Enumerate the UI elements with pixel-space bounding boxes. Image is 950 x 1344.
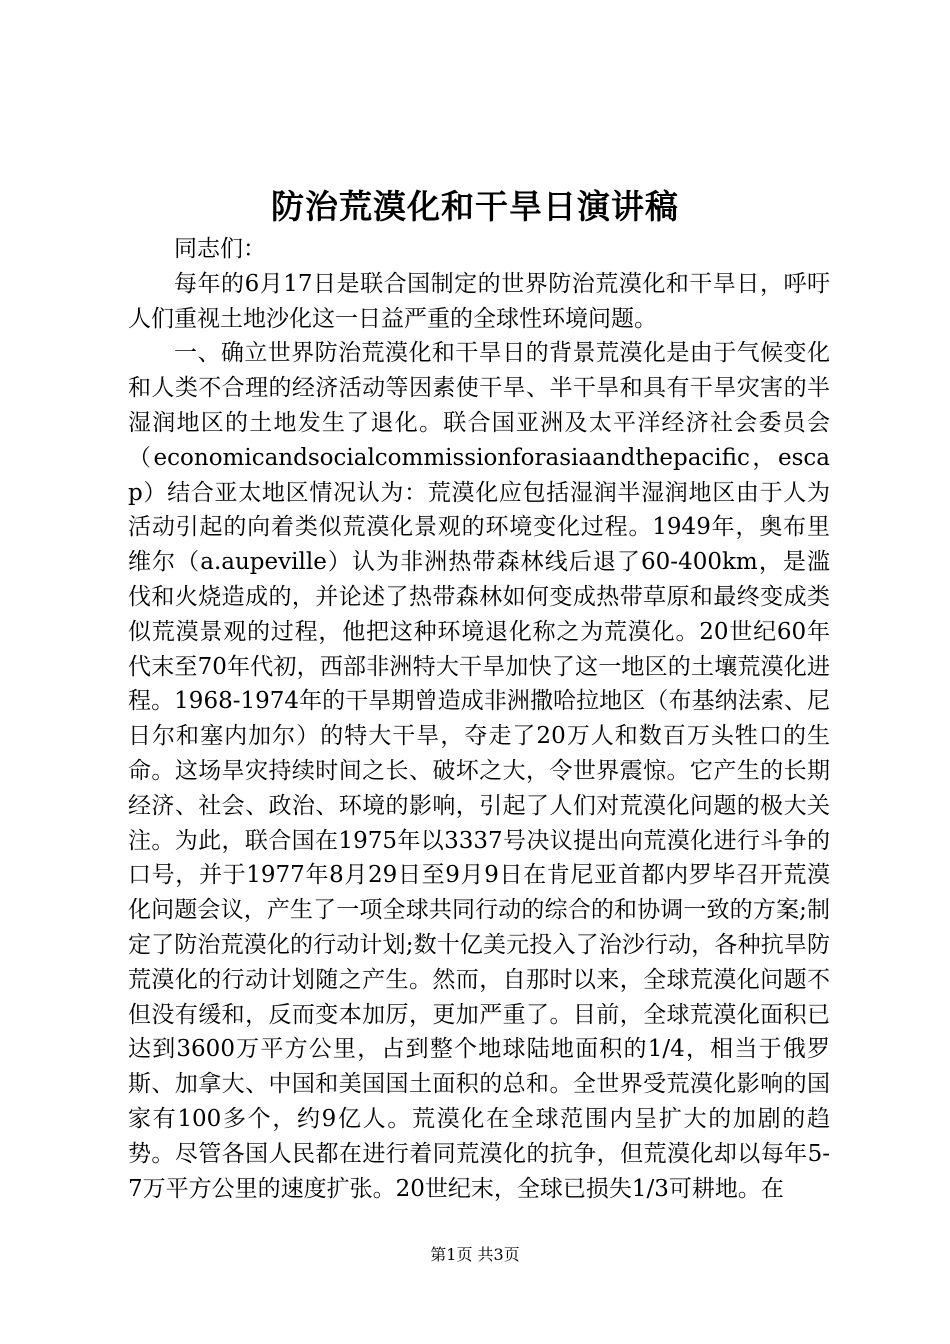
document-body (128, 232, 830, 1206)
intro-paragraph: 每年的6月17日是联合国制定的世界防治荒漠化和干旱日，呼吁人们重视土地沙化这一日益严重的全球性环境问题。 (128, 270, 830, 332)
page-footer: 第1页 共3页 (430, 1245, 520, 1264)
salutation-paragraph: 同志们： (174, 236, 266, 262)
background-paragraph: 一、确立世界防治荒漠化和干旱日的背景荒漠化是由于气候变化和人类不合理的经济活动等因素使干旱、半干旱和具有干旱灾害的半湿润地区的土地发生了退化。联合国亚洲及太平洋经济社会委员会（economicandsocialcommissionforasiaandthepacific，escap）结合亚太地区情况认为：荒漠化应包括湿润半湿润地区由于人为活动引起的向着类似荒漠化景观的环境变化过程。1949年，奥布里维尔（a.aupeville）认为非洲热带森林线后退了60-400km，是滥伐和火烧造成的，并论述了热带森林如何变成热带草原和最终变成类似荒漠景观的过程，他把这种环境退化称之为荒漠化。20世纪60年代末至70年代初，西部非洲特大干旱加快了这一地区的土壤荒漠化进程。1968-1974年的干旱期曾造成非洲撒哈拉地区（布基纳法索、尼日尔和塞内加尔）的特大干旱，夺走了20万人和数百万头牲口的生命。这场旱灾持续时间之长、破坏之大，令世界震惊。它产生的长期经济、社会、政治、环境的影响，引起了人们对荒漠化问题的极大关注。为此，联合国在1975年以3337号决议提出向荒漠化进行斗争的口号，并于1977年8月29日至9月9日在肯尼亚首都内罗毕召开荒漠化问题会议，产生了一项全球共同行动的综合的和协调一致的方案;制定了防治荒漠化的行动计划;数十亿美元投入了治沙行动，各种抗旱防荒漠化的行动计划随之产生。然而，自那时以来，全球荒漠化问题不但没有缓和，反而变本加厉，更加严重了。目前，全球荒漠化面积已达到3600万平方公里，占到整个地球陆地面积的1/4，相当于俄罗斯、加拿大、中国和美国国土面积的总和。全世界受荒漠化影响的国家有100多个，约9亿人。荒漠化在全球范围内呈扩大的加剧的趋势。尽管各国人民都在进行着同荒漠化的抗争，但荒漠化却以每年5-7万平方公里的速度扩张。20世纪末，全球已损失1/3可耕地。在 (128, 340, 830, 1202)
document-title: 防治荒漠化和干旱日演讲稿 (271, 187, 679, 226)
